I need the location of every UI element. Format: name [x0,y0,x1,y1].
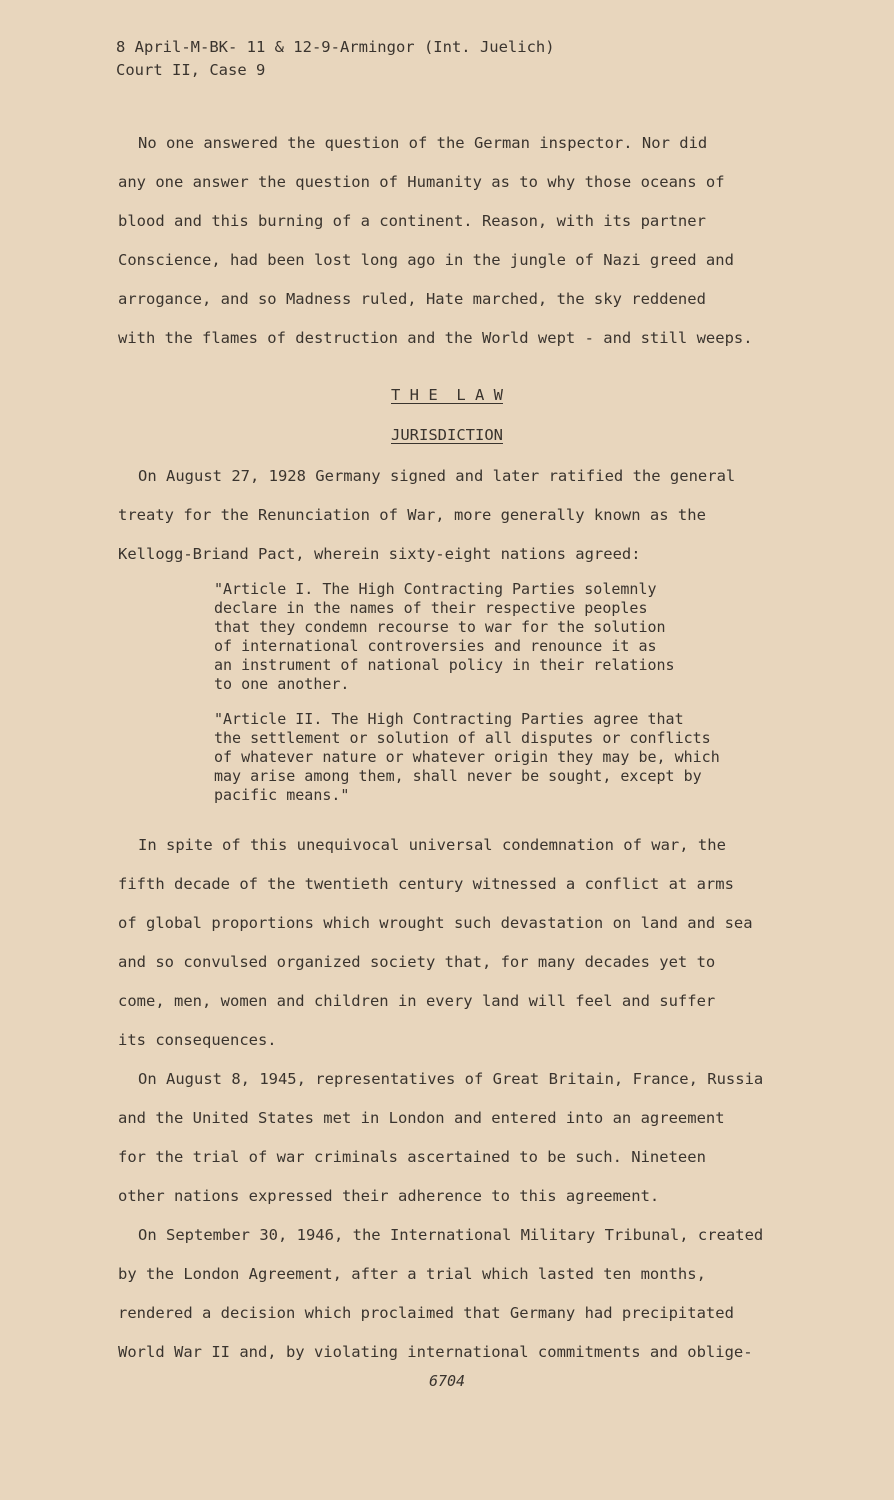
quoted-articles [214,580,774,821]
paragraph-3 [118,826,798,1060]
paragraph-4 [118,1060,798,1216]
text-line: arrogance, and so Madness ruled, Hate marched, the sky reddened [118,290,706,308]
quote-line: of whatever nature or whatever origin they may be, which [214,748,720,766]
text-line: by the London Agreement, after a trial which lasted ten months, [118,1265,706,1283]
article-2 [214,710,774,805]
section-heading-law [0,386,894,404]
document-header [116,36,555,82]
text-line: any one answer the question of Humanity as to why those oceans of [118,173,725,191]
quote-line: of international controversies and renounce it as [214,637,657,655]
text-line: rendered a decision which proclaimed that Germany had precipitated [118,1304,734,1322]
quote-line: an instrument of national policy in their relations [214,656,675,674]
quote-line: that they condemn recourse to war for the solution [214,618,666,636]
heading-law-text: T H E L A W [391,386,503,404]
paragraph-2 [118,457,798,574]
text-line: fifth decade of the twentieth century witnessed a conflict at arms [118,875,734,893]
text-line: with the flames of destruction and the World wept - and still weeps. [118,329,753,347]
text-line: On August 8, 1945, representatives of Great Britain, France, Russia [138,1070,764,1088]
text-line: and the United States met in London and entered into an agreement [118,1109,725,1127]
heading-jurisdiction-text: JURISDICTION [391,426,503,444]
paragraph-5 [118,1216,798,1372]
text-line: blood and this burning of a continent. Reason, with its partner [118,212,706,230]
text-line: treaty for the Renunciation of War, more generally known as the [118,506,706,524]
quote-line: "Article II. The High Contracting Parties agree that [214,710,684,728]
quote-line: "Article I. The High Contracting Parties solemnly [214,580,657,598]
article-1 [214,580,774,694]
quote-line: the settlement or solution of all disputes or conflicts [214,729,711,747]
text-line: Kellogg-Briand Pact, wherein sixty-eight nations agreed: [118,545,641,563]
section-heading-jurisdiction [0,426,894,444]
text-line: World War II and, by violating international commitments and oblige- [118,1343,753,1361]
text-line: No one answered the question of the German inspector. Nor did [138,134,708,152]
text-line: Conscience, had been lost long ago in the jungle of Nazi greed and [118,251,734,269]
paragraph-1 [118,124,798,358]
text-line: On September 30, 1946, the International Military Tribunal, created [138,1226,764,1244]
text-line: On August 27, 1928 Germany signed and later ratified the general [138,467,736,485]
page-number: 6704 [428,1372,466,1390]
text-line: its consequences. [118,1031,277,1049]
quote-line: may arise among them, shall never be sought, except by [214,767,702,785]
text-line: other nations expressed their adherence to this agreement. [118,1187,660,1205]
text-line: for the trial of war criminals ascertained to be such. Nineteen [118,1148,706,1166]
text-line: of global proportions which wrought such devastation on land and sea [118,914,753,932]
header-line-2: Court II, Case 9 [116,61,266,79]
quote-line: declare in the names of their respective peoples [214,599,648,617]
text-line: and so convulsed organized society that, for many decades yet to [118,953,716,971]
text-line: come, men, women and children in every land will feel and suffer [118,992,716,1010]
header-line-1: 8 April-M-BK- 11 & 12-9-Armingor (Int. Juelich) [116,38,555,56]
text-line: In spite of this unequivocal universal condemnation of war, the [138,836,726,854]
quote-line: to one another. [214,675,350,693]
quote-line: pacific means." [214,786,350,804]
